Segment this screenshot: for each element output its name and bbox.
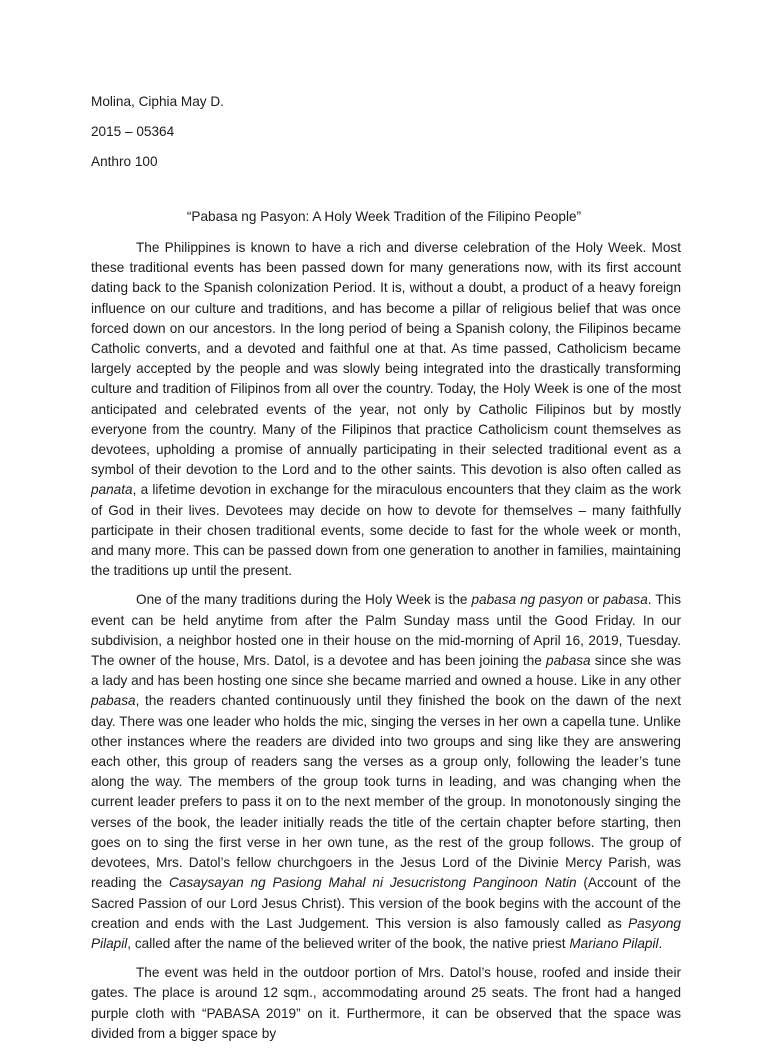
italic-term: Pasyong Pilapil: [91, 915, 681, 951]
italic-term: pabasa: [546, 653, 591, 669]
course-code: Anthro 100: [91, 154, 158, 169]
italic-term: pabasa: [91, 693, 136, 709]
italic-term: Mariano Pilapil: [569, 935, 659, 951]
italic-term: Casaysayan ng Pasiong Mahal ni Jesucristong Panginoon Natin: [168, 875, 577, 891]
text-run: , the readers chanted continuously until they finished the book on the dawn of the next day. There was one leader who holds the mic, singing the verses in her own a capella tune. Unlike other instances where the readers are divided into two groups and sing like they are answering each other, this group of readers sang the verses as a group only, following the leader’s tune along the way. The members of the group took turns in leading, and was changing when the current leader prefers to pass it on to the next member of the group. In monotonously singing the verses of the book, the leader initially reads the title of the certain chapter before starting, then goes on to sing the first verse in her own tune, as the rest of the group follows. The group of devotees, Mrs. Datol’s fellow churchgoers in the Jesus Lord of the Divinie Mercy Parish, was reading the: [91, 693, 681, 891]
student-number: 2015 – 05364: [91, 124, 175, 139]
text-run: The event was held in the outdoor portion of Mrs. Datol’s house, roofed and inside their gates. The place is around 12 sqm., accommodating around 25 seats. The front had a hanged purple cloth with “PABASA 2019” on it. Furthermore, it can be observed that the space was divided from a bigger space by: [91, 965, 681, 1041]
paragraph-3: [91, 963, 681, 1044]
essay-title: “Pabasa ng Pasyon: A Holy Week Tradition of the Filipino People”: [186, 209, 582, 224]
paragraph-2: [91, 590, 681, 954]
essay-body: [91, 238, 681, 1053]
italic-term: panata: [91, 482, 133, 498]
text-run: or: [583, 592, 604, 608]
text-run: .: [658, 935, 663, 951]
italic-term: pabasa ng pasyon: [471, 592, 584, 608]
paragraph-1: [91, 238, 681, 581]
text-run: , called after the name of the believed writer of the book, the native priest: [127, 935, 570, 951]
author-name: Molina, Ciphia May D.: [91, 94, 224, 109]
text-run: The Philippines is known to have a rich and diverse celebration of the Holy Week. Most these traditional events has been passed down for many generations now, with its first account dating back to the Spanish colonization Period. It is, without a doubt, a product of a heavy foreign influence on our culture and traditions, and has become a pillar of religious belief that was once forced down on our ancestors. In the long period of being a Spanish colony, the Filipinos became Catholic converts, and a devoted and faithful one at that. As time passed, Catholicism became largely accepted by the people and was slowly being integrated into the drastically transforming culture and tradition of Filipinos from all over the country. Today, the Holy Week is one of the most anticipated and celebrated events of the year, not only by Catholic Filipinos but by mostly everyone from the country. Many of the Filipinos that practice Catholicism count themselves as devotees, upholding a promise of annually participating in their selected traditional event as a symbol of their devotion to the Lord and to the other saints. This devotion is also often called as: [91, 240, 681, 478]
text-run: One of the many traditions during the Holy Week is the: [136, 592, 472, 608]
text-run: since she was a lady and has been hosting one since she became married and owned a house. Like in any other: [91, 653, 682, 689]
italic-term: pabasa: [603, 592, 648, 608]
text-run: (Account of the Sacred Passion of our Lord Jesus Christ). This version of the book begins with the account of the creation and ends with the Last Judgement. This version is also famously called as: [91, 875, 681, 931]
text-run: . This event can be held anytime from after the Palm Sunday mass until the Good Friday. In our subdivision, a neighbor hosted one in their house on the mid-morning of April 16, 2019, Tuesday. The owner of the house, Mrs. Datol, is a devotee and has been joining the: [91, 592, 682, 669]
text-run: , a lifetime devotion in exchange for the miraculous encounters that they claim as the work of God in their lives. Devotees may decide on how to devote for themselves – many faithfully participate in their chosen traditional events, some decide to fast for the whole week or month, and many more. This can be passed down from one generation to another in families, maintaining the traditions up until the present.: [91, 482, 681, 579]
